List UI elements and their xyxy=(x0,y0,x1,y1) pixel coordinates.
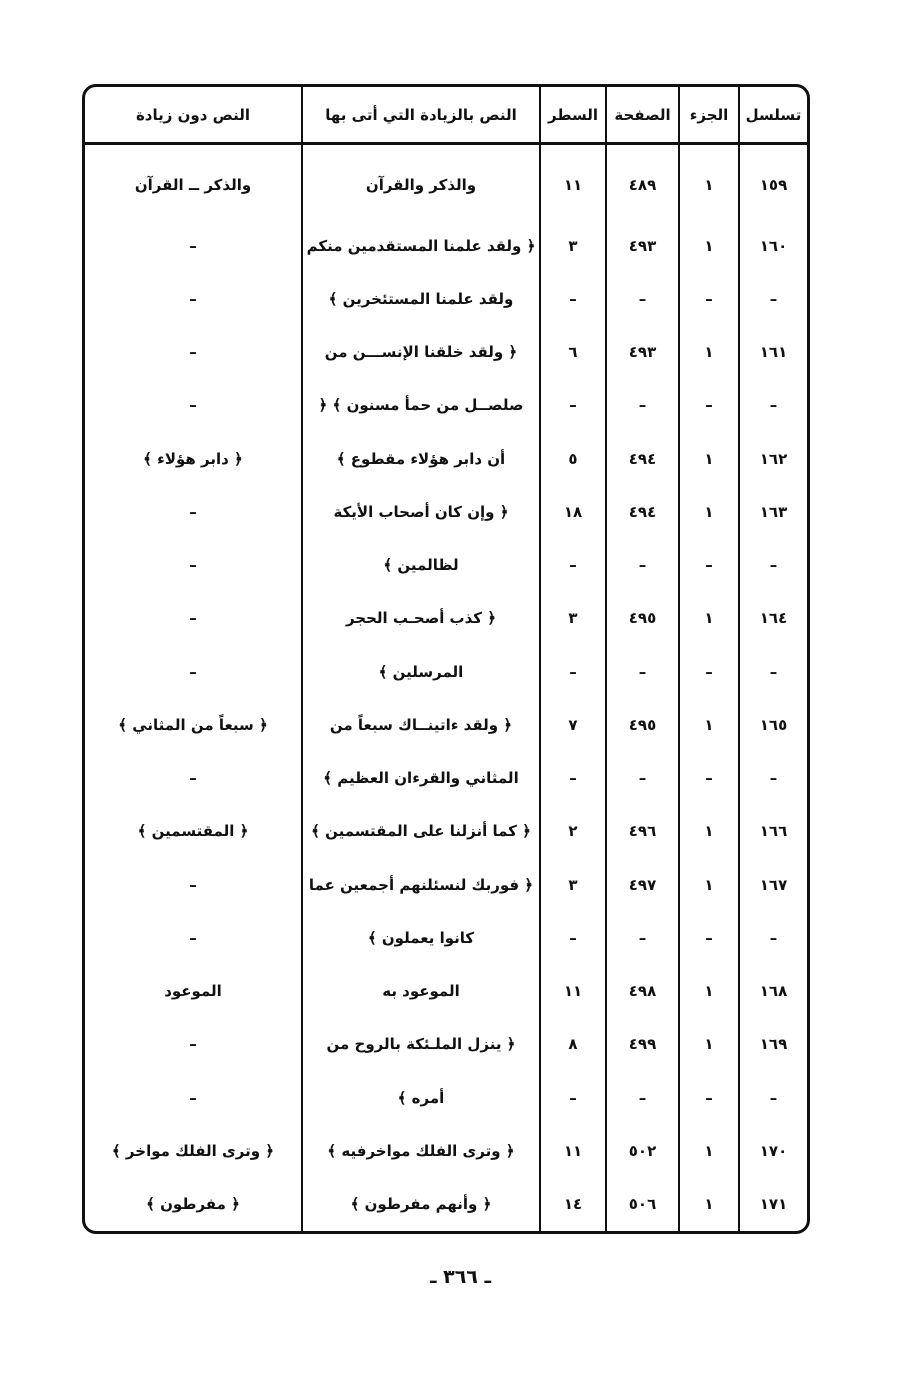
cell-serial: ١٦١ xyxy=(759,343,788,362)
cell-serial: ١٦٠ xyxy=(759,236,788,255)
cell-part: – xyxy=(679,751,739,804)
header-text-without-addition: النص دون زيادة xyxy=(85,87,302,144)
cell-page: ٤٩٤ xyxy=(606,485,679,538)
cell-line: ٧ xyxy=(540,698,606,751)
cell-serial: – xyxy=(769,396,778,415)
cell-part: ١ xyxy=(679,1177,739,1231)
table-row xyxy=(85,379,807,432)
cell-text-without-addition: – xyxy=(85,911,302,964)
cell-text-without-addition: الموعود xyxy=(85,964,302,1017)
cell-text-with-addition: ﴿ كذب أصحـب الحجر xyxy=(302,592,540,645)
cell-text-without-addition: ﴿ مفرطون ﴾ xyxy=(85,1177,302,1231)
cell-serial: – xyxy=(769,1088,778,1107)
cell-line: – xyxy=(540,911,606,964)
cell-part: ١ xyxy=(679,698,739,751)
cell-text-with-addition: ﴿ وإن كان أصحاب الأيكة xyxy=(302,485,540,538)
table-row xyxy=(85,144,807,219)
cell-part: ١ xyxy=(679,432,739,485)
cell-page: ٤٩٥ xyxy=(606,698,679,751)
cell-text-with-addition: ولقد علمنا المستئخرين ﴾ xyxy=(302,272,540,325)
cell-text-without-addition: – xyxy=(85,751,302,804)
table-row xyxy=(85,592,807,645)
cell-page: ٤٩٣ xyxy=(606,219,679,272)
table-row xyxy=(85,485,807,538)
cell-text-without-addition: – xyxy=(85,379,302,432)
cell-part: ١ xyxy=(679,858,739,911)
table-body xyxy=(85,144,807,1232)
cell-serial: – xyxy=(769,289,778,308)
header-page: الصفحة xyxy=(606,87,679,144)
cell-part: ١ xyxy=(679,592,739,645)
cell-text-with-addition: ﴿ ولقد ءاتينــاك سبعاً من xyxy=(302,698,540,751)
cell-serial: ١٧١ xyxy=(759,1195,788,1214)
cell-part: ١ xyxy=(679,805,739,858)
cell-part: – xyxy=(679,1071,739,1124)
cell-text-without-addition: ﴿ وترى الفلك مواخر ﴾ xyxy=(85,1124,302,1177)
cell-serial: ١٥٩ xyxy=(759,175,788,194)
table-row xyxy=(85,1018,807,1071)
table-row xyxy=(85,1071,807,1124)
header-line: السطر xyxy=(540,87,606,144)
cell-line: ٥ xyxy=(540,432,606,485)
cell-serial: ١٦٦ xyxy=(759,822,788,841)
cell-part: ١ xyxy=(679,144,739,219)
cell-part: – xyxy=(679,272,739,325)
cell-page: – xyxy=(606,1071,679,1124)
cell-text-with-addition: صلصــل من حمأ مسنون ﴾ ﴿ xyxy=(302,379,540,432)
cell-serial: ١٦٤ xyxy=(759,609,788,628)
header-serial: تسلسل xyxy=(739,87,807,144)
cell-part: ١ xyxy=(679,1124,739,1177)
cell-text-with-addition: ﴿ فوربك لنسئلنهم أجمعين عما xyxy=(302,858,540,911)
cell-text-without-addition: ﴿ المقتسمين ﴾ xyxy=(85,805,302,858)
table-row xyxy=(85,645,807,698)
comparison-table-frame xyxy=(82,84,810,1234)
cell-text-without-addition: – xyxy=(85,645,302,698)
header-part: الجزء xyxy=(679,87,739,144)
cell-serial: ١٦٧ xyxy=(759,875,788,894)
cell-page: ٤٨٩ xyxy=(606,144,679,219)
cell-text-without-addition: – xyxy=(85,219,302,272)
table-row xyxy=(85,911,807,964)
cell-serial: ١٦٢ xyxy=(759,449,788,468)
cell-text-without-addition: والذكر ــ القرآن xyxy=(85,144,302,219)
cell-page: ٤٩٤ xyxy=(606,432,679,485)
cell-line: – xyxy=(540,751,606,804)
cell-page: ٤٩٨ xyxy=(606,964,679,1017)
cell-serial: – xyxy=(769,769,778,788)
cell-page: ٤٩٣ xyxy=(606,325,679,378)
cell-line: – xyxy=(540,1071,606,1124)
cell-serial: ١٧٠ xyxy=(759,1141,788,1160)
table-row xyxy=(85,538,807,591)
cell-text-with-addition: ﴿ وترى الفلك مواخرفيه ﴾ xyxy=(302,1124,540,1177)
cell-line: ٢ xyxy=(540,805,606,858)
cell-text-with-addition: المثاني والقرءان العظيم ﴾ xyxy=(302,751,540,804)
cell-page: ٤٩٥ xyxy=(606,592,679,645)
cell-part: ١ xyxy=(679,325,739,378)
cell-line: – xyxy=(540,272,606,325)
table-row xyxy=(85,698,807,751)
cell-page: ٤٩٦ xyxy=(606,805,679,858)
cell-serial: ١٦٩ xyxy=(759,1035,788,1054)
cell-text-without-addition: – xyxy=(85,485,302,538)
table-row xyxy=(85,219,807,272)
cell-part: ١ xyxy=(679,219,739,272)
cell-line: ٣ xyxy=(540,219,606,272)
cell-line: ٣ xyxy=(540,592,606,645)
cell-page: – xyxy=(606,538,679,591)
cell-part: – xyxy=(679,911,739,964)
cell-page: – xyxy=(606,379,679,432)
cell-page: – xyxy=(606,645,679,698)
cell-page: – xyxy=(606,272,679,325)
cell-line: – xyxy=(540,538,606,591)
cell-text-with-addition: كانوا يعملون ﴾ xyxy=(302,911,540,964)
cell-part: ١ xyxy=(679,485,739,538)
cell-text-with-addition: ﴿ وأنهم مفرطون ﴾ xyxy=(302,1177,540,1231)
cell-text-with-addition: أمره ﴾ xyxy=(302,1071,540,1124)
cell-text-without-addition: ﴿ دابر هؤلاء ﴾ xyxy=(85,432,302,485)
table-row xyxy=(85,805,807,858)
cell-text-with-addition: ﴿ ولقد خلقنا الإنســـن من xyxy=(302,325,540,378)
comparison-table xyxy=(85,87,807,1231)
cell-line: ١١ xyxy=(540,144,606,219)
cell-text-with-addition: ﴿ ينزل الملـئكة بالروح من xyxy=(302,1018,540,1071)
table-row xyxy=(85,272,807,325)
cell-page: ٤٩٩ xyxy=(606,1018,679,1071)
table-row xyxy=(85,858,807,911)
table-row xyxy=(85,432,807,485)
cell-page: ٥٠٢ xyxy=(606,1124,679,1177)
cell-text-without-addition: – xyxy=(85,272,302,325)
cell-text-without-addition: – xyxy=(85,325,302,378)
page-number: ـ ٣٦٦ ـ xyxy=(429,1266,491,1288)
cell-line: ٦ xyxy=(540,325,606,378)
cell-text-with-addition: والذكر والقرآن xyxy=(302,144,540,219)
cell-text-with-addition: ﴿ ولقد علمنا المستقدمين منكم xyxy=(302,219,540,272)
cell-serial: – xyxy=(769,662,778,681)
cell-text-with-addition: لظالمين ﴾ xyxy=(302,538,540,591)
cell-serial: – xyxy=(769,928,778,947)
cell-line: ١٨ xyxy=(540,485,606,538)
cell-line: ١١ xyxy=(540,1124,606,1177)
cell-serial: – xyxy=(769,556,778,575)
cell-text-without-addition: – xyxy=(85,1018,302,1071)
table-header-row xyxy=(85,87,807,144)
cell-serial: ١٦٥ xyxy=(759,715,788,734)
cell-part: – xyxy=(679,645,739,698)
header-text-with-addition: النص بالزيادة التي أتى بها xyxy=(302,87,540,144)
cell-page: – xyxy=(606,751,679,804)
cell-line: ٨ xyxy=(540,1018,606,1071)
cell-part: ١ xyxy=(679,1018,739,1071)
cell-page: ٤٩٧ xyxy=(606,858,679,911)
table-row xyxy=(85,1177,807,1231)
cell-page: – xyxy=(606,911,679,964)
cell-page: ٥٠٦ xyxy=(606,1177,679,1231)
table-row xyxy=(85,964,807,1017)
cell-text-with-addition: أن دابر هؤلاء مقطوع ﴾ xyxy=(302,432,540,485)
cell-part: ١ xyxy=(679,964,739,1017)
table-row xyxy=(85,1124,807,1177)
cell-text-without-addition: – xyxy=(85,858,302,911)
cell-text-with-addition: المرسلين ﴾ xyxy=(302,645,540,698)
cell-part: – xyxy=(679,379,739,432)
cell-line: ١٤ xyxy=(540,1177,606,1231)
cell-part: – xyxy=(679,538,739,591)
cell-text-without-addition: – xyxy=(85,592,302,645)
cell-text-with-addition: الموعود به xyxy=(302,964,540,1017)
cell-text-without-addition: – xyxy=(85,538,302,591)
table-row xyxy=(85,325,807,378)
cell-text-without-addition: ﴿ سبعاً من المثاني ﴾ xyxy=(85,698,302,751)
cell-text-without-addition: – xyxy=(85,1071,302,1124)
cell-line: ٣ xyxy=(540,858,606,911)
table-row xyxy=(85,751,807,804)
cell-line: ١١ xyxy=(540,964,606,1017)
cell-line: – xyxy=(540,645,606,698)
cell-serial: ١٦٨ xyxy=(759,982,788,1001)
cell-line: – xyxy=(540,379,606,432)
cell-text-with-addition: ﴿ كما أنزلنا على المقتسمين ﴾ xyxy=(302,805,540,858)
cell-serial: ١٦٣ xyxy=(759,502,788,521)
